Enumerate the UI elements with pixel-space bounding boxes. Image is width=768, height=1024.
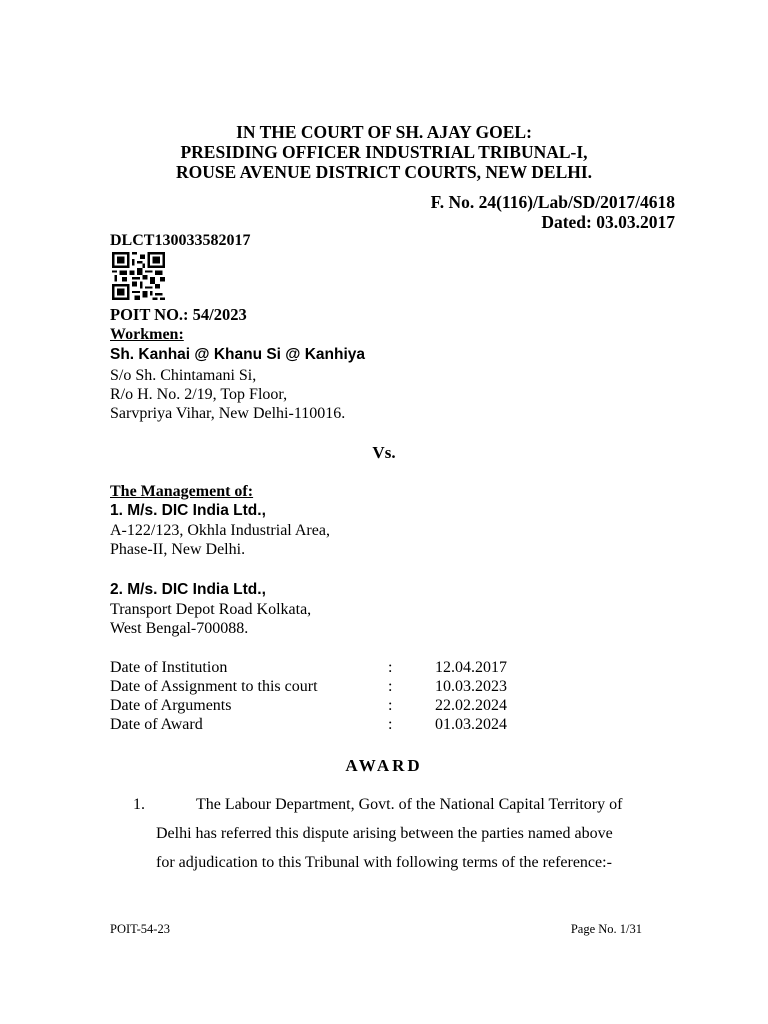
date-value: 01.03.2024 [435, 716, 507, 733]
workman-address-line: R/o H. No. 2/19, Top Floor, [110, 386, 288, 403]
management-party1-address-line: A-122/123, Okhla Industrial Area, [110, 522, 330, 539]
court-title-line2: PRESIDING OFFICER INDUSTRIAL TRIBUNAL-I, [180, 142, 588, 162]
workman-address-line: S/o Sh. Chintamani Si, [110, 367, 257, 384]
date-separator: : [388, 716, 393, 733]
management-heading: The Management of: [110, 483, 254, 500]
court-title-line1: IN THE COURT OF SH. AJAY GOEL: [236, 122, 532, 142]
date-separator: : [388, 697, 393, 714]
management-party1-name: 1. M/s. DIC India Ltd., [110, 502, 266, 519]
award-heading: AWARD [345, 756, 423, 775]
workmen-heading: Workmen: [110, 326, 184, 343]
date-row [0, 658, 768, 677]
management-party1-address-line: Phase-II, New Delhi. [110, 541, 246, 558]
qr-code-icon [112, 252, 165, 300]
footer-page-number: Page No. 1/31 [570, 922, 642, 936]
paragraph-line: Delhi has referred this dispute arising between the parties named above [156, 825, 613, 842]
date-separator: : [388, 659, 393, 676]
management-party2-address-line: Transport Depot Road Kolkata, [110, 601, 312, 618]
paragraph-line: The Labour Department, Govt. of the National Capital Territory of [196, 796, 623, 813]
file-number: F. No. 24(116)/Lab/SD/2017/4618 [430, 192, 675, 212]
workman-name: Sh. Kanhai @ Khanu Si @ Kanhiya [110, 346, 366, 363]
date-label: Date of Arguments [110, 697, 232, 714]
versus-label: Vs. [372, 443, 396, 462]
date-value: 22.02.2024 [435, 697, 507, 714]
cnr-number: DLCT130033582017 [110, 232, 251, 249]
paragraph-number: 1. [133, 796, 145, 813]
date-label: Date of Institution [110, 659, 228, 676]
date-row [0, 677, 768, 696]
management-party2-address-line: West Bengal-700088. [110, 620, 249, 637]
date-row [0, 696, 768, 715]
paragraph-line: for adjudication to this Tribunal with following terms of the reference:- [156, 854, 612, 871]
footer-doc-id: POIT-54-23 [110, 922, 170, 936]
file-date: Dated: 03.03.2017 [541, 212, 675, 232]
date-value: 10.03.2023 [435, 678, 507, 695]
poit-number: POIT NO.: 54/2023 [110, 305, 247, 324]
date-label: Date of Award [110, 716, 203, 733]
court-title-line3: ROUSE AVENUE DISTRICT COURTS, NEW DELHI. [175, 162, 593, 182]
date-row [0, 715, 768, 734]
date-value: 12.04.2017 [435, 659, 507, 676]
workman-address-line: Sarvpriya Vihar, New Delhi-110016. [110, 405, 346, 422]
management-party2-name: 2. M/s. DIC India Ltd., [110, 581, 266, 598]
date-separator: : [388, 678, 393, 695]
date-label: Date of Assignment to this court [110, 678, 318, 695]
